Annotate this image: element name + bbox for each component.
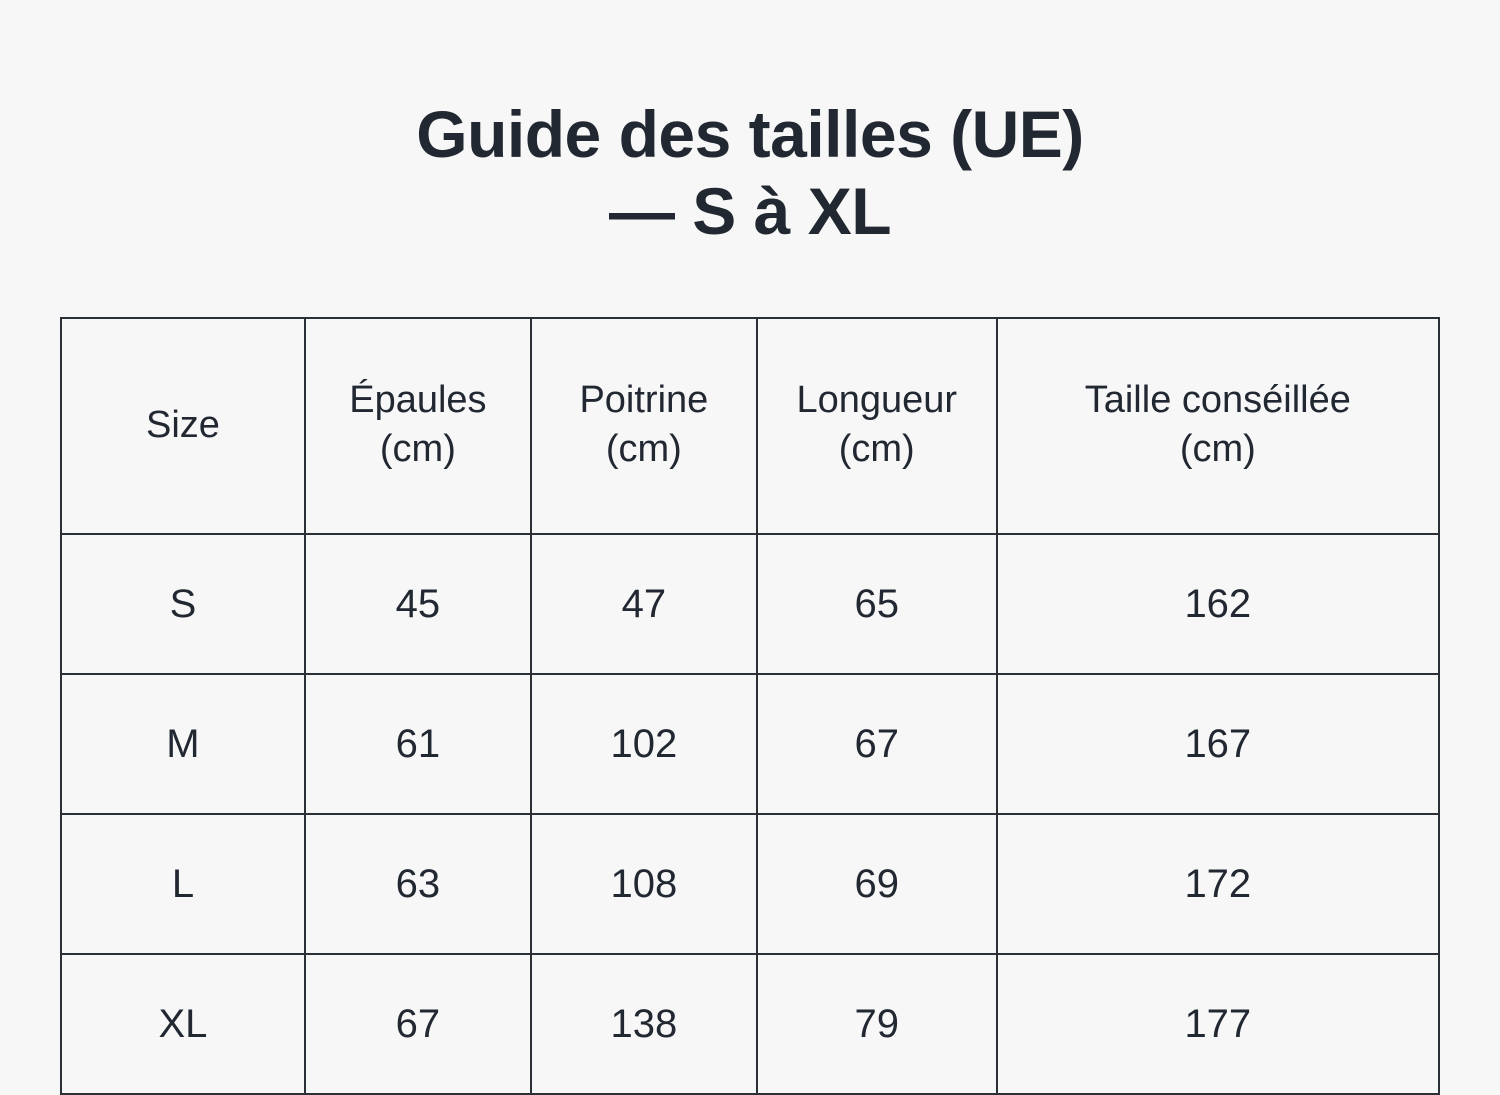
cell-recommended-height: 172 [997, 814, 1439, 954]
cell-recommended-height: 177 [997, 954, 1439, 1094]
column-header-length-label: Longueur [796, 379, 958, 422]
cell-chest: 102 [531, 674, 757, 814]
column-header-size-label: Size [145, 403, 220, 446]
cell-size: M [61, 674, 305, 814]
cell-chest: 47 [531, 534, 757, 674]
cell-length: 67 [757, 674, 997, 814]
column-header-chest-label: Poitrine [579, 379, 709, 422]
column-header-shoulders-unit: (cm) [379, 428, 456, 471]
column-header-length-unit: (cm) [838, 428, 915, 471]
cell-shoulders: 61 [305, 674, 531, 814]
column-header-shoulders-label: Épaules [349, 379, 487, 422]
cell-shoulders: 63 [305, 814, 531, 954]
cell-size: L [61, 814, 305, 954]
cell-length: 69 [757, 814, 997, 954]
column-header-recommended-height-label: Taille conséillée [1084, 379, 1351, 422]
size-table [60, 317, 1440, 1095]
cell-chest: 138 [531, 954, 757, 1094]
size-table-body [61, 534, 1439, 1094]
cell-size: S [61, 534, 305, 674]
page-title [416, 96, 1084, 249]
column-header-chest [531, 318, 757, 534]
size-table-head [61, 318, 1439, 534]
size-table-container [60, 317, 1440, 1095]
column-header-chest-unit: (cm) [605, 428, 682, 471]
table-row [61, 814, 1439, 954]
cell-shoulders: 45 [305, 534, 531, 674]
cell-length: 79 [757, 954, 997, 1094]
table-row [61, 534, 1439, 674]
column-header-recommended-height-unit: (cm) [1179, 428, 1256, 471]
page-title-line-1: Guide des tailles (UE) [416, 97, 1084, 171]
cell-recommended-height: 167 [997, 674, 1439, 814]
cell-recommended-height: 162 [997, 534, 1439, 674]
cell-size: XL [61, 954, 305, 1094]
cell-length: 65 [757, 534, 997, 674]
column-header-length [757, 318, 997, 534]
table-header-row [61, 318, 1439, 534]
column-header-shoulders [305, 318, 531, 534]
table-row [61, 954, 1439, 1094]
table-row [61, 674, 1439, 814]
page-title-line-2: — S à XL [608, 173, 892, 248]
column-header-size [61, 318, 305, 534]
cell-chest: 108 [531, 814, 757, 954]
cell-shoulders: 67 [305, 954, 531, 1094]
column-header-recommended-height [997, 318, 1439, 534]
